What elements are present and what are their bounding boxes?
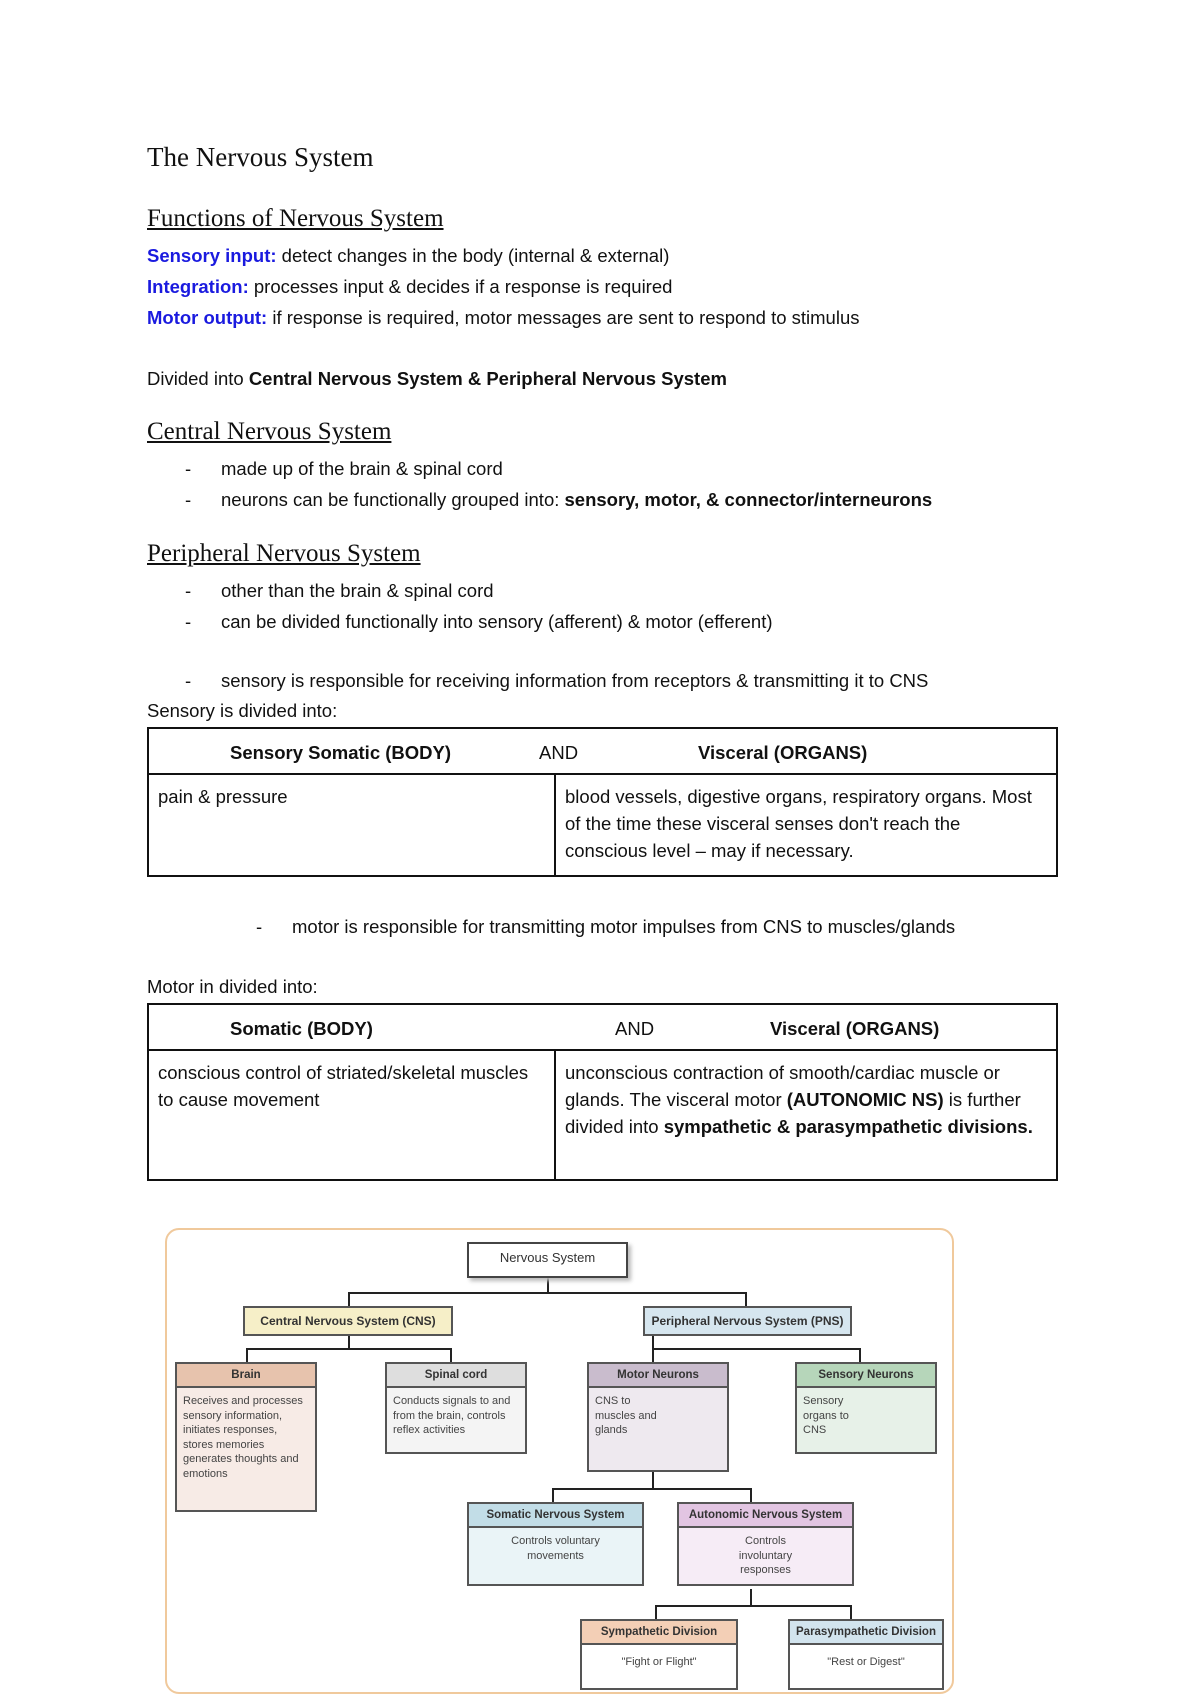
sensory-left-cell: pain & pressure <box>148 774 555 876</box>
diagram-cns: Central Nervous System (CNS) <box>243 1306 453 1336</box>
function-term: Sensory input: <box>147 245 277 266</box>
sensory-header-left: Sensory Somatic (BODY) <box>230 742 452 763</box>
pns-bullet: - sensory is responsible for receiving information from receptors & transmitting it to CNS <box>185 670 929 691</box>
motor-left-cell: conscious control of striated/skeletal muscles to cause movement <box>148 1050 555 1180</box>
diagram-autonomic-title: Autonomic Nervous System <box>679 1504 852 1528</box>
diagram-somatic-title: Somatic Nervous System <box>469 1504 642 1528</box>
motor-header-and: AND <box>615 1018 655 1039</box>
diagram-spinal-text: Conducts signals to and from the brain, controls reflex activities <box>393 1395 511 1436</box>
cns-bullet-text: made up of the brain & spinal cord <box>221 458 503 479</box>
pns-bullet-text: sensory is responsible for receiving information from receptors & transmitting it to CNS <box>221 670 929 691</box>
motor-header-right: Visceral (ORGANS) <box>770 1018 940 1039</box>
page-title: The Nervous System <box>147 142 374 172</box>
nervous-system-diagram <box>165 1228 954 1694</box>
diagram-sensory-box <box>795 1362 937 1454</box>
motor-right-cell <box>555 1050 1057 1180</box>
cns-bullet-text: neurons can be functionally grouped into: <box>221 489 565 510</box>
divided-cns: Central Nervous System <box>248 368 463 389</box>
diagram-sympathetic-text: "Fight or Flight" <box>621 1656 697 1668</box>
sensory-table-header <box>148 728 1057 774</box>
pns-bullet: - other than the brain & spinal cord <box>185 580 494 601</box>
function-text: detect changes in the body (internal & external) <box>276 245 670 266</box>
divided-prefix: Divided into <box>147 368 249 389</box>
diagram-sensory-title: Sensory Neurons <box>797 1364 935 1388</box>
motor-table <box>147 1003 1058 1181</box>
diagram-root: Nervous System <box>467 1242 628 1278</box>
sensory-table <box>147 727 1058 877</box>
function-item <box>147 276 672 298</box>
divided-pns: Peripheral Nervous System <box>486 368 727 389</box>
diagram-brain-text: Receives and processes sensory information, initiates responses, stores memories generates thoughts and emotions <box>183 1395 303 1480</box>
diagram-somatic-text: Controls voluntary movements <box>511 1535 600 1562</box>
cns-bullet: - made up of the brain & spinal cord <box>185 458 503 479</box>
diagram-brain-box <box>175 1362 317 1512</box>
cns-heading: Central Nervous System <box>147 418 392 445</box>
function-text: if response is required, motor messages are sent to respond to stimulus <box>267 307 860 328</box>
function-item <box>147 245 669 267</box>
cns-bullet-bold: sensory, motor, & connector/interneurons <box>564 489 933 510</box>
motor-right-text: unconscious contraction of smooth/cardiac muscle or glands. The visceral motor <box>565 1062 1000 1110</box>
pns-bullet-text: other than the brain & spinal cord <box>221 580 494 601</box>
sensory-header-right: Visceral (ORGANS) <box>698 742 868 763</box>
function-term: Motor output: <box>147 307 268 328</box>
divided-amp: & <box>462 368 487 389</box>
diagram-spinal-title: Spinal cord <box>387 1364 525 1388</box>
motor-right-text: is further divided into <box>565 1089 1021 1137</box>
motor-bullet: - motor is responsible for transmitting motor impulses from CNS to muscles/glands <box>256 916 956 937</box>
diagram-sympathetic-box <box>580 1619 738 1690</box>
motor-header-left: Somatic (BODY) <box>230 1018 373 1039</box>
cns-bullet: - neurons can be functionally grouped into: sensory, motor, & connector/interneurons <box>185 489 933 510</box>
motor-right-bold: sympathetic & parasympathetic divisions. <box>663 1116 1033 1137</box>
function-term: Integration: <box>147 276 249 297</box>
diagram-spinal-box <box>385 1362 527 1454</box>
diagram-motor-text: CNS to muscles and glands <box>595 1395 657 1436</box>
motor-table-header <box>148 1004 1057 1050</box>
pns-heading: Peripheral Nervous System <box>147 540 421 567</box>
diagram-motor-box <box>587 1362 729 1472</box>
pns-bullet: - can be divided functionally into sensory (afferent) & motor (efferent) <box>185 611 773 632</box>
diagram-somatic-box <box>467 1502 644 1586</box>
function-text: processes input & decides if a response is required <box>248 276 673 297</box>
diagram-sympathetic-title: Sympathetic Division <box>582 1621 736 1645</box>
pns-bullet-text: can be divided functionally into sensory (afferent) & motor (efferent) <box>221 611 773 632</box>
diagram-sensory-text: Sensory organs to CNS <box>803 1395 849 1436</box>
motor-label: Motor in divided into: <box>147 976 318 997</box>
diagram-parasympathetic-text: "Rest or Digest" <box>827 1656 905 1668</box>
functions-heading: Functions of Nervous System <box>147 205 444 232</box>
diagram-parasympathetic-title: Parasympathetic Division <box>790 1621 942 1645</box>
divided-line <box>147 368 727 390</box>
diagram-autonomic-box <box>677 1502 854 1586</box>
motor-right-bold: (AUTONOMIC NS) <box>786 1089 944 1110</box>
sensory-header-and: AND <box>539 742 579 763</box>
function-item <box>147 307 859 329</box>
sensory-right-cell: blood vessels, digestive organs, respiratory organs. Most of the time these visceral senses don't reach the conscious level – may if necessary. <box>555 774 1057 876</box>
motor-bullet-text: motor is responsible for transmitting motor impulses from CNS to muscles/glands <box>292 916 956 937</box>
sensory-label: Sensory is divided into: <box>147 700 338 721</box>
diagram-autonomic-text: Controls involuntary responses <box>738 1535 793 1576</box>
diagram-pns: Peripheral Nervous System (PNS) <box>643 1306 852 1336</box>
diagram-parasympathetic-box <box>788 1619 944 1690</box>
diagram-motor-title: Motor Neurons <box>589 1364 727 1388</box>
diagram-brain-title: Brain <box>177 1364 315 1388</box>
